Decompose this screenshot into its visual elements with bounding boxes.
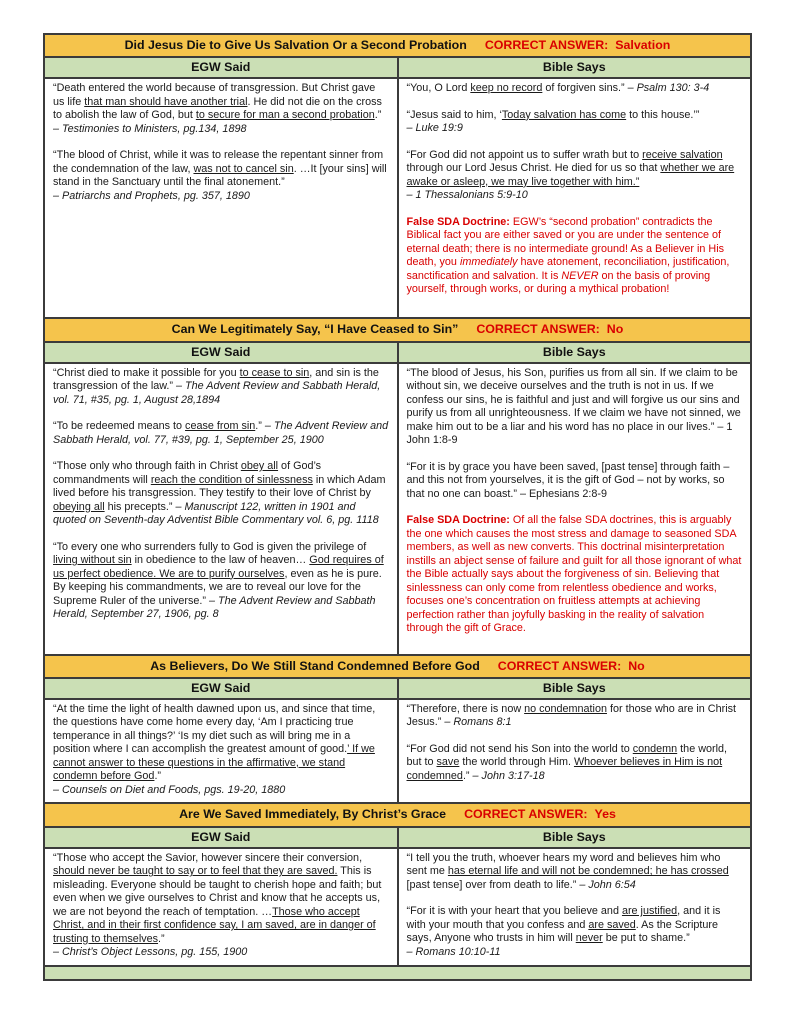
citation-text: – The Advent Review and Sabbath Herald, September 27, 1906, pg. 8 [53, 594, 376, 621]
egw-said-cell [45, 79, 399, 317]
column-headers [45, 828, 750, 849]
quote-paragraph [407, 514, 743, 636]
bible-says-header: Bible Says [542, 829, 606, 844]
quote-paragraph [407, 905, 743, 959]
quote-text: no condemnation [524, 702, 607, 715]
citation-text: – Psalm 130: 3-4 [627, 82, 710, 95]
quote-text: . …It [your sins] will stand in the Sanctuary until the final atonement.” [53, 162, 387, 189]
quote-text: “Jesus said to him, ‘ [406, 108, 502, 121]
quote-text: .” [154, 770, 162, 783]
quote-paragraph [407, 82, 743, 96]
quote-text: This is misleading. Everyone should be taught to cherish hope and faith; but even when we give ourselves to Christ and know that he accepts us, we are not beyond the reach of temptation. … [53, 865, 382, 918]
quote-text: “For God did not appoint us to suffer wrath but to [406, 148, 643, 161]
quote-paragraph [407, 743, 743, 784]
quote-text: never [575, 932, 603, 945]
quote-text: “You, O Lord [406, 82, 471, 95]
section-question: Can We Legitimately Say, “I Have Ceased to Sin” [171, 322, 459, 337]
quote-text: to secure for man a second probation [195, 109, 375, 122]
section-question: As Believers, Do We Still Stand Condemned Before God [150, 658, 480, 673]
quote-text: the world through Him. [459, 756, 574, 769]
egw-said-cell [45, 849, 399, 965]
quote-paragraph [407, 461, 743, 502]
quote-text: .” [462, 769, 473, 782]
bible-says-header: Bible Says [542, 60, 606, 75]
quote-paragraph [53, 82, 389, 136]
section-question-row [45, 656, 750, 679]
quote-text: “The blood of Christ, while it was to release the repentant sinner from the condemnation of the law, [53, 149, 384, 175]
column-headers [45, 343, 750, 364]
quote-text: are justified [621, 905, 678, 918]
doctrine-warning-text: Of all the false SDA doctrines, this is arguably the one which causes the most stress and damage to seasoned SDA members, as well as new converts. This doctrinal misinterpretation instills an abject sense of failure and guilt for all those ignorant of what the Bible actually says about the forgiveness of sin. Believing that sinlessness can only come from relentless obedience and works, focuses one’s concentration on fruitless attempts at achieving perfection rather than joyfully basking in the reality of salvation through the gift of Grace. [406, 514, 742, 635]
citation-text: – John 3:17-18 [472, 769, 545, 782]
quote-paragraph [407, 216, 743, 297]
bible-says-header: Bible Says [542, 680, 606, 695]
quote-text: “The blood of Jesus, his Son, purifies us from all sin. If we claim to be without sin, we deceive ourselves and the truth is not in us. If we confess our sins, he is faithful and just and will forgive us our sins and purify us from all unrighteousness. If we claim we have not sinned, we make him out to be a liar and his word has no place in our lives.” – 1 John 1:8-9 [406, 366, 741, 447]
column-headers [45, 679, 750, 700]
egw-said-header: EGW Said [45, 679, 399, 698]
quote-text: “To be redeemed means to [53, 420, 186, 433]
comparison-section [45, 317, 750, 653]
section-question-row [45, 35, 750, 58]
section-question-row [45, 319, 750, 342]
quote-paragraph [53, 367, 389, 408]
footer-bar [45, 965, 750, 979]
quote-text: be put to shame.” [602, 932, 690, 945]
quote-paragraph [407, 109, 743, 136]
correct-answer-value: Salvation [615, 38, 671, 52]
quote-paragraph [53, 420, 389, 447]
section-question: Are We Saved Immediately, By Christ’s Grace [179, 807, 447, 822]
correct-answer-value: No [606, 322, 624, 337]
quote-text: obeying all [53, 500, 105, 513]
citation-text: – Manuscript 122, written in 1901 and quoted on Seventh-day Adventist Bible Commentary vol. 6, pg. 1118 [53, 500, 379, 527]
quote-text: of forgiven sins.” [542, 82, 628, 95]
doctrine-warning-text: False SDA Doctrine: [406, 514, 513, 527]
citation-text: – Christ’s Object Lessons, pg. 155, 1900 [53, 946, 248, 959]
quote-text: to cease to sin [239, 366, 310, 379]
correct-answer-label: CORRECT ANSWER: [464, 807, 588, 822]
section-content-row [45, 79, 750, 317]
column-headers [45, 58, 750, 79]
quote-text: “I tell you the truth, whoever hears my word and believes him who sent me [406, 851, 721, 878]
doctrine-warning-text: on the basis of proving yourself, through works, or during a mythical probation! [406, 269, 711, 296]
quote-text: keep no record [470, 82, 543, 95]
egw-said-cell [45, 700, 399, 803]
quote-text: “Christ died to make it possible for you [53, 366, 240, 379]
quote-text: Whoever believes in Him is not condemned [406, 756, 723, 782]
quote-text: of God’s commandments will [53, 460, 322, 486]
quote-text: to this house.’” [626, 108, 700, 121]
quote-paragraph [53, 541, 389, 622]
citation-text: – Luke 19:9 [406, 122, 463, 135]
bible-says-cell [399, 700, 751, 803]
citation-text: – Romans 10:10-11 [406, 945, 501, 958]
quote-text: ’ If we cannot answer to these questions in the affirmative, we stand condemn before God [53, 743, 375, 783]
quote-text: his precepts.” [104, 500, 176, 513]
citation-text: – The Advent Review and Sabbath Herald, vol. 71, #35, pg. 1, August 28,1894 [53, 380, 381, 406]
section-content-row [45, 364, 750, 654]
egw-said-header: EGW Said [45, 828, 399, 847]
section-content-row [45, 700, 750, 803]
quote-text: the world, but to [406, 742, 727, 769]
quote-text: “For it is by grace you have been saved, [past tense] through faith – and this not from yourselves, it is the gift of God – not by works, so that no one can boast.” – Ephesians 2:8-9 [406, 460, 730, 500]
citation-text: – 1 Thessalonians 5:9-10 [406, 189, 528, 202]
quote-text: God requires of us perfect obedience. We are to purify ourselves [53, 554, 384, 580]
citation-text: – Patriarchs and Prophets, pg. 357, 1890 [53, 189, 250, 202]
quote-text: [past tense] over from death to life.” [406, 878, 580, 891]
quote-text: “Therefore, there is now [406, 702, 525, 715]
comparison-section [45, 35, 750, 317]
quote-paragraph [53, 852, 389, 960]
quote-text: whether we are awake or asleep, we may live together with him.” [406, 162, 735, 188]
quote-text: that man should have another trial [84, 95, 248, 108]
egw-said-header: EGW Said [45, 343, 399, 362]
doctrine-warning-text: NEVER [561, 269, 599, 282]
bible-says-cell [399, 364, 751, 654]
correct-answer-label: CORRECT ANSWER: [484, 38, 609, 52]
comparison-section [45, 654, 750, 803]
quote-text: “Death entered the world because of transgression. But Christ gave us life [53, 82, 376, 108]
doctrine-warning-text: immediately [459, 256, 518, 269]
quote-text: reach the condition of sinlessness [150, 473, 313, 486]
quote-text: Those who accept Christ, and in their first confidence say, I am saved, are in danger of trusting to themselves [53, 905, 376, 945]
quote-text: cease from sin [185, 420, 256, 433]
quote-paragraph [53, 149, 389, 203]
section-content-row [45, 849, 750, 965]
quote-text: , even as he is pure. By keeping his commandments, we are to reveal our love for the Supreme Ruler of the universe.” [53, 567, 382, 607]
quote-text: .” [374, 109, 382, 122]
quote-text: “To every one who surrenders fully to God is given the privilege of [53, 540, 367, 553]
quote-text: .” [158, 932, 165, 945]
quote-text: should never be taught to say or to feel that they are saved. [53, 865, 338, 878]
doctrine-warning-text: EGW’s “second probation” contradicts the Biblical fact you are either saved or you are under the sentence of eternal death; there is no intermediate ground! As a Believer in His death, you [406, 215, 724, 269]
quote-text: “Those who accept the Savior, however sincere their conversion, [53, 851, 363, 864]
quote-text: obey all [240, 460, 279, 473]
section-question: Did Jesus Die to Give Us Salvation Or a Second Probation [124, 38, 467, 52]
comparison-section [45, 802, 750, 964]
bible-says-cell [399, 849, 751, 965]
quote-paragraph [407, 149, 743, 203]
quote-text: . He did not die on the cross to abolish the law of God, but [53, 95, 382, 122]
quote-paragraph [407, 852, 743, 893]
citation-text: – Romans 8:1 [444, 716, 512, 729]
correct-answer-label: CORRECT ANSWER: [497, 658, 622, 673]
quote-paragraph [53, 703, 389, 798]
citation-text: – Counsels on Diet and Foods, pgs. 19-20, 1880 [53, 783, 286, 796]
quote-text: are saved [588, 918, 636, 931]
section-question-row [45, 804, 750, 827]
correct-answer-label: CORRECT ANSWER: [476, 322, 600, 337]
egw-said-header: EGW Said [45, 58, 399, 77]
quote-text: in which Adam lived before his transgression. They testify to their love of Christ by [53, 473, 386, 500]
quote-text: , and it is with your mouth that you confess and [406, 905, 721, 931]
doctrine-warning-text: False SDA Doctrine: [406, 215, 513, 228]
quote-text: . As the Scripture says, Anyone who trusts in him will [406, 918, 718, 945]
quote-text: in obedience to the law of heaven… [131, 554, 310, 567]
bible-says-cell [399, 79, 751, 317]
quote-text: has eternal life and will not be condemned; he has crossed [447, 865, 729, 878]
quote-text: .” [255, 420, 265, 433]
quote-paragraph [407, 703, 743, 730]
correct-answer-value: No [628, 658, 645, 673]
quote-text: for those who are in Christ Jesus.” [406, 702, 736, 729]
quote-paragraph [407, 367, 743, 448]
quote-text: save [436, 756, 460, 769]
bible-says-header: Bible Says [542, 344, 606, 359]
quote-text: “For God did not send his Son into the world to [406, 742, 633, 755]
quote-text: living without sin [53, 554, 132, 567]
citation-text: – The Advent Review and Sabbath Herald, vol. 77, #39, pg. 1, September 25, 1900 [53, 420, 389, 446]
quote-paragraph [53, 460, 389, 528]
quote-text: “Those only who through faith in Christ [53, 460, 241, 473]
quote-text: , and sin is the transgression of the law.” [53, 366, 379, 393]
quote-text: Today salvation has come [501, 108, 627, 121]
quote-text: “For it is with your heart that you believe and [406, 905, 622, 918]
doctrine-comparison-table [43, 33, 752, 981]
quote-text: “At the time the light of health dawned upon us, and since that time, the questions have come home every day, ‘Am I practicing true temperance in all things?’ ‘Is my diet such as will bring me in a position where I can accomplish the greatest amount of good. [53, 702, 376, 756]
doctrine-warning-text: have atonement, reconciliation, justification, sanctification and salvation. It is [406, 256, 730, 282]
correct-answer-value: Yes [594, 807, 616, 822]
egw-said-cell [45, 364, 399, 654]
quote-text: condemn [632, 742, 678, 755]
quote-text: receive salvation [642, 148, 723, 161]
citation-text: – John 6:54 [579, 878, 636, 891]
quote-text: was not to cancel sin [193, 162, 294, 175]
citation-text: – Testimonies to Ministers, pg.134, 1898 [53, 122, 247, 135]
quote-text: through our Lord Jesus Christ. He died for us so that [406, 162, 661, 175]
